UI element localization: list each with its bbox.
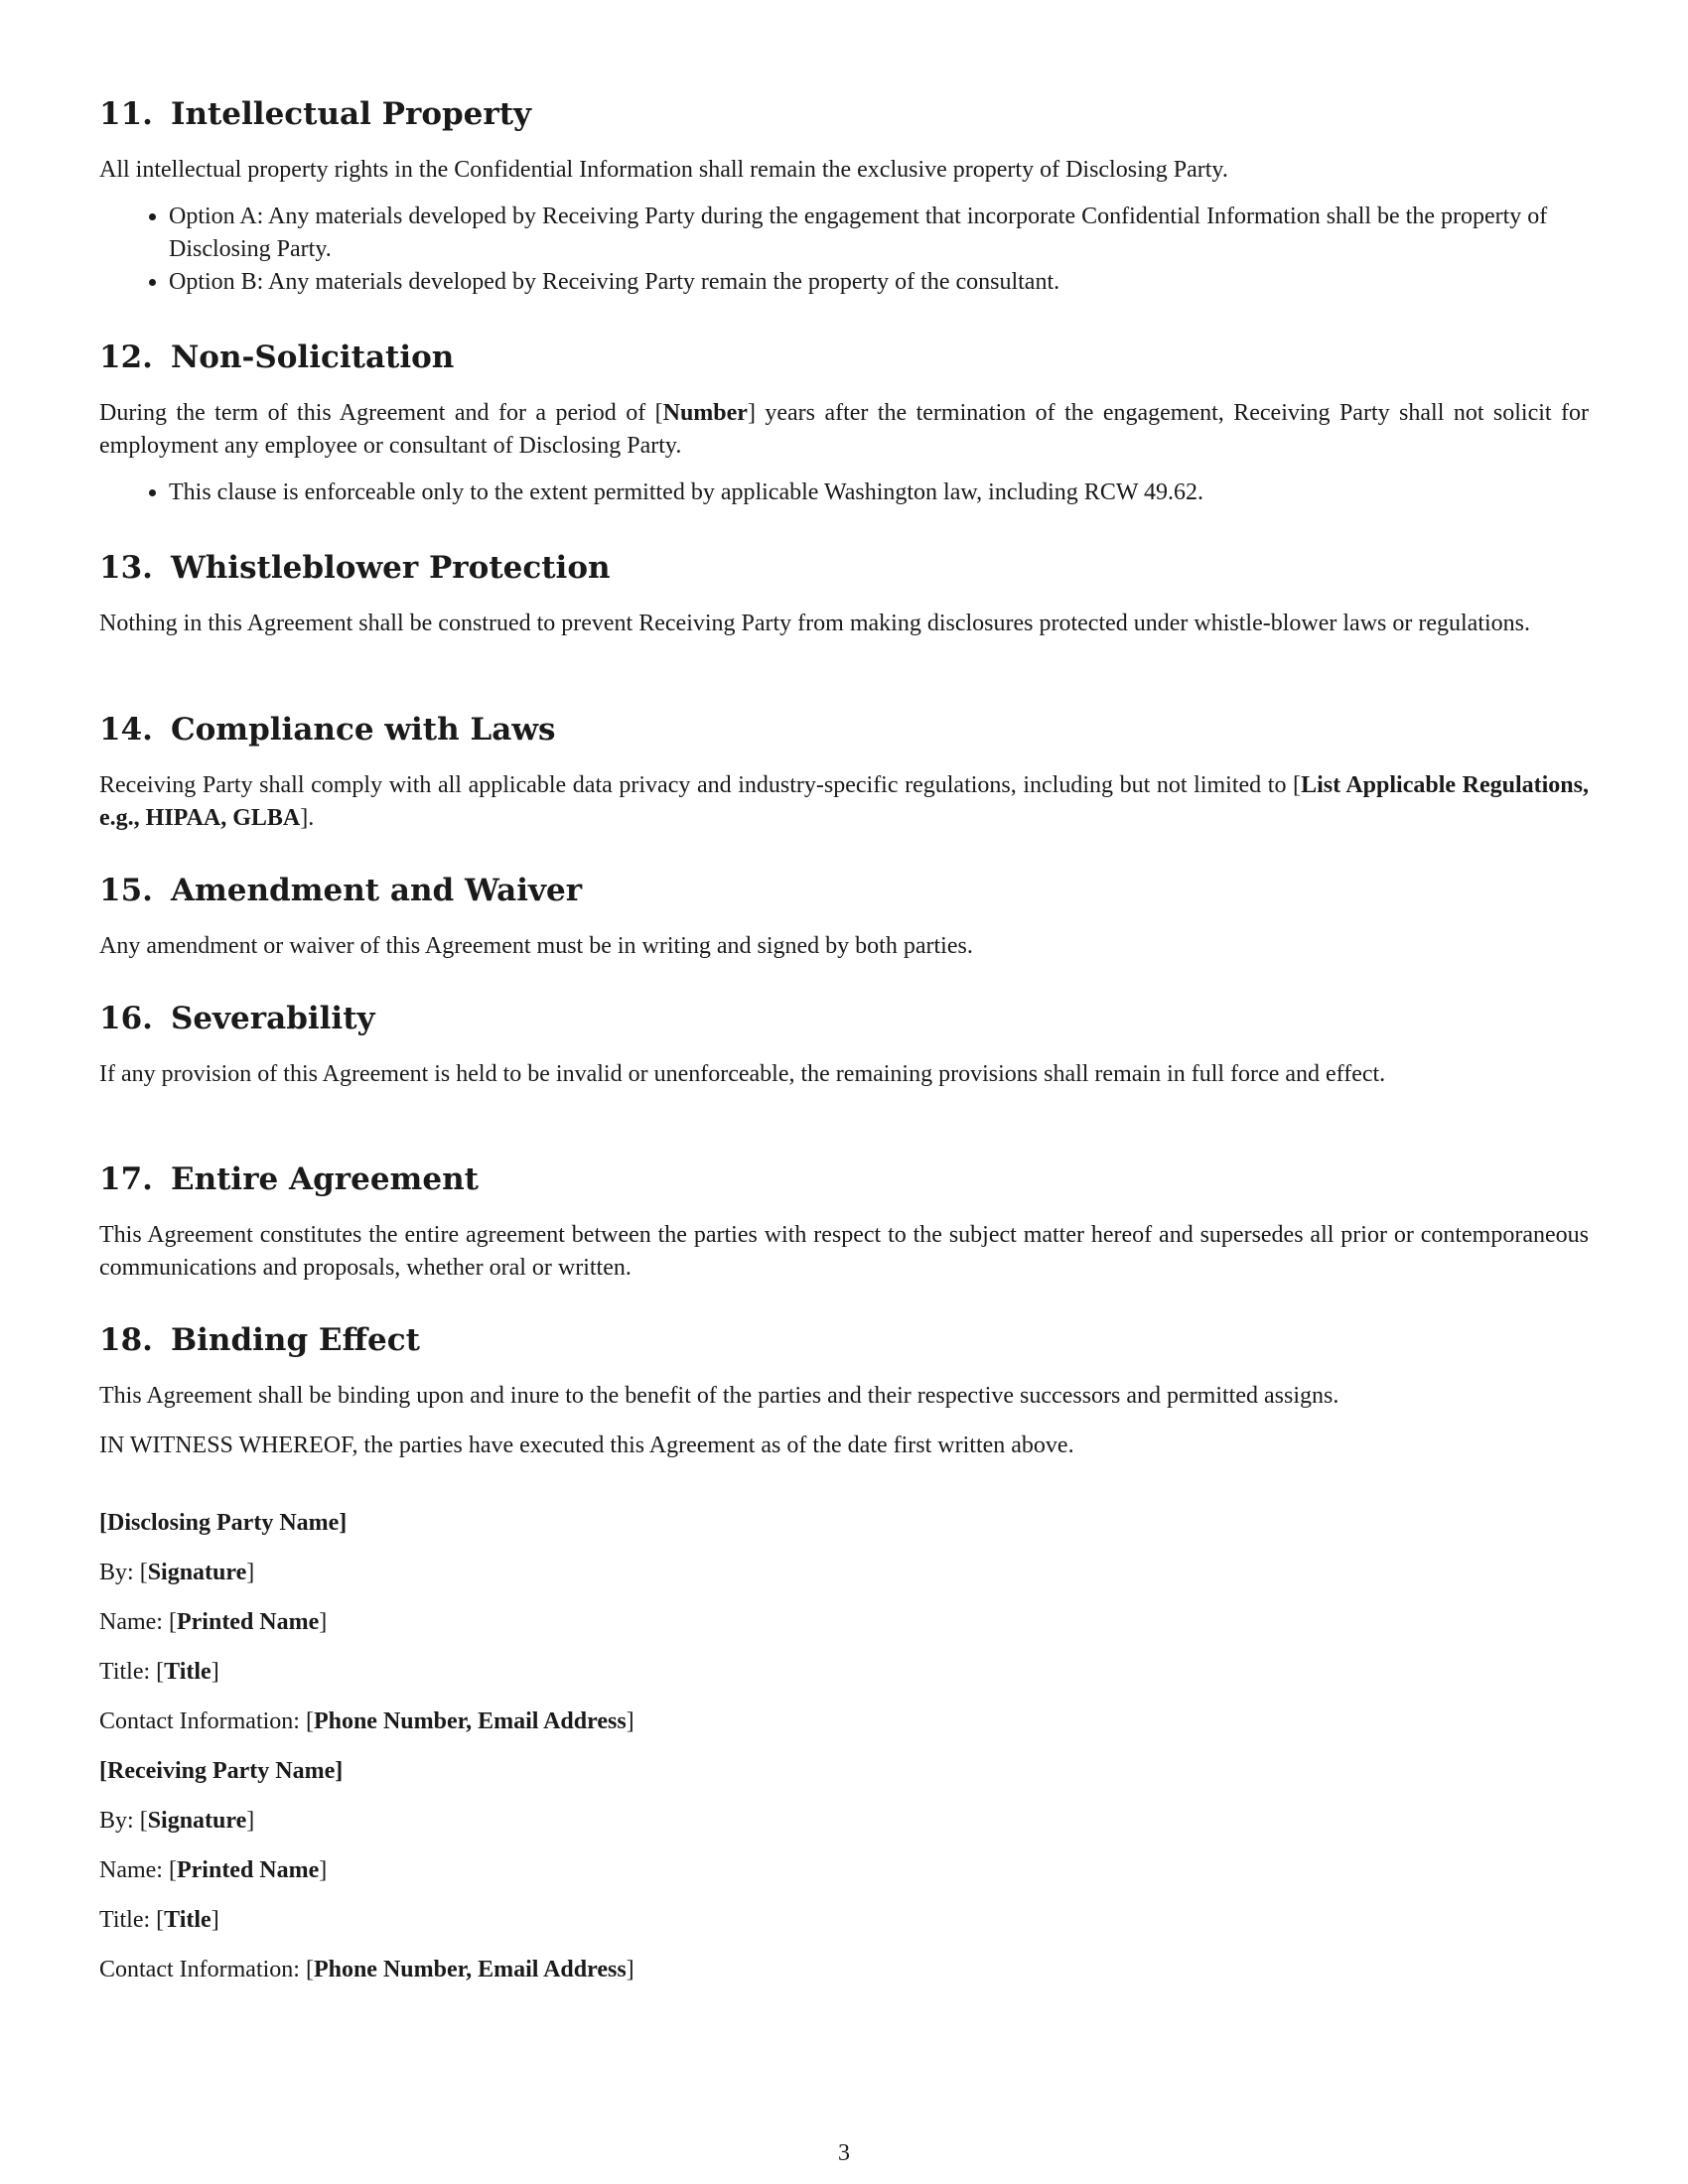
section-whistleblower-protection	[99, 548, 1589, 640]
list-item: • Option A: Any materials developed by Receiving Party during the engagement that incorporate Confidential Information shall be the property of Disclosing Party.	[169, 201, 1589, 266]
section-severability	[99, 999, 1589, 1091]
section-title: Non-Solicitation	[170, 340, 455, 375]
section-heading	[99, 871, 1589, 910]
placeholder-field: Printed Name	[176, 1857, 320, 1883]
witness-statement: IN WITNESS WHEREOF, the parties have executed this Agreement as of the date first written above.	[99, 1433, 1074, 1458]
section-title: Binding Effect	[170, 1322, 420, 1358]
section-number: 16.	[99, 1001, 153, 1036]
section-compliance-with-laws	[99, 710, 1589, 835]
page-number: 3	[838, 2140, 850, 2166]
contact-line: Contact Information: [Phone Number, Email Address]	[99, 1708, 634, 1734]
section-body: If any provision of this Agreement is held to be invalid or unenforceable, the remaining provisions shall remain in full force and effect.	[99, 1061, 1386, 1087]
placeholder-field: Printed Name	[176, 1609, 320, 1635]
section-number: 11.	[99, 96, 153, 132]
body-text: ] years after the termination of the engagement, Receiving Party shall not solicit for employment any employee or consultant of Disclosing Party.	[99, 400, 1590, 459]
printed-name-line: Name: [Printed Name]	[99, 1857, 328, 1883]
section-body: This Agreement constitutes the entire agreement between the parties with respect to the subject matter hereof and supersedes all prior or contemporaneous communications and proposals, whether oral or written.	[99, 1222, 1589, 1281]
placeholder-field: Signature	[147, 1808, 247, 1834]
section-body: Any amendment or waiver of this Agreement must be in writing and signed by both parties.	[99, 933, 973, 959]
placeholder-field: Title	[164, 1659, 211, 1685]
title-line: Title: [Title]	[99, 1907, 219, 1933]
party-name: [Disclosing Party Name]	[99, 1510, 348, 1536]
section-heading	[99, 710, 1589, 750]
section-heading	[99, 1160, 1589, 1199]
bullet-list	[99, 201, 1589, 299]
section-number: 13.	[99, 550, 153, 586]
list-item: • Option B: Any materials developed by Receiving Party remain the property of the consultant.	[169, 266, 1589, 299]
party-name: [Receiving Party Name]	[99, 1758, 344, 1784]
contact-line: Contact Information: [Phone Number, Email Address]	[99, 1957, 634, 1982]
section-body: This Agreement shall be binding upon and inure to the benefit of the parties and their respective successors and permitted assigns.	[99, 1383, 1339, 1409]
placeholder-field: Title	[164, 1907, 211, 1933]
placeholder-field: List Applicable Regulations, e.g., HIPAA, GLBA	[99, 772, 1589, 831]
section-number: 17.	[99, 1161, 153, 1197]
placeholder-field: Number	[662, 400, 748, 426]
placeholder-field: Phone Number, Email Address	[313, 1708, 627, 1734]
section-number: 14.	[99, 712, 153, 748]
section-title: Amendment and Waiver	[170, 873, 583, 908]
section-number: 12.	[99, 340, 153, 375]
signature-line: By: [Signature]	[99, 1808, 255, 1834]
section-amendment-and-waiver	[99, 871, 1589, 963]
section-title: Intellectual Property	[170, 96, 532, 132]
placeholder-field: Signature	[147, 1560, 247, 1585]
section-title: Severability	[170, 1001, 375, 1036]
list-item: • This clause is enforceable only to the extent permitted by applicable Washington law, including RCW 49.62.	[169, 477, 1589, 509]
section-body	[99, 769, 1589, 835]
section-binding-effect	[99, 1320, 1589, 1462]
section-number: 15.	[99, 873, 153, 908]
section-intellectual-property	[99, 94, 1589, 299]
section-heading	[99, 338, 1589, 377]
section-title: Whistleblower Protection	[170, 550, 611, 586]
section-title: Entire Agreement	[170, 1161, 479, 1197]
section-heading	[99, 548, 1589, 588]
section-heading	[99, 1320, 1589, 1360]
title-line: Title: [Title]	[99, 1659, 219, 1685]
section-body	[99, 397, 1589, 463]
bullet-list	[99, 477, 1589, 509]
section-heading	[99, 999, 1589, 1038]
section-body: All intellectual property rights in the Confidential Information shall remain the exclusive property of Disclosing Party.	[99, 157, 1228, 183]
section-heading	[99, 94, 1589, 134]
section-number: 18.	[99, 1322, 153, 1358]
body-text: During the term of this Agreement and for a period of [	[99, 400, 663, 426]
section-non-solicitation	[99, 338, 1589, 509]
placeholder-field: Phone Number, Email Address	[313, 1957, 627, 1982]
section-entire-agreement	[99, 1160, 1589, 1285]
body-text: Receiving Party shall comply with all applicable data privacy and industry-specific regulations, including but not limited to [	[99, 772, 1302, 798]
printed-name-line: Name: [Printed Name]	[99, 1609, 328, 1635]
section-body: Nothing in this Agreement shall be construed to prevent Receiving Party from making disclosures protected under whistle-blower laws or regulations.	[99, 611, 1530, 636]
body-text: ].	[300, 805, 315, 831]
signature-line: By: [Signature]	[99, 1560, 255, 1585]
section-title: Compliance with Laws	[170, 712, 556, 748]
